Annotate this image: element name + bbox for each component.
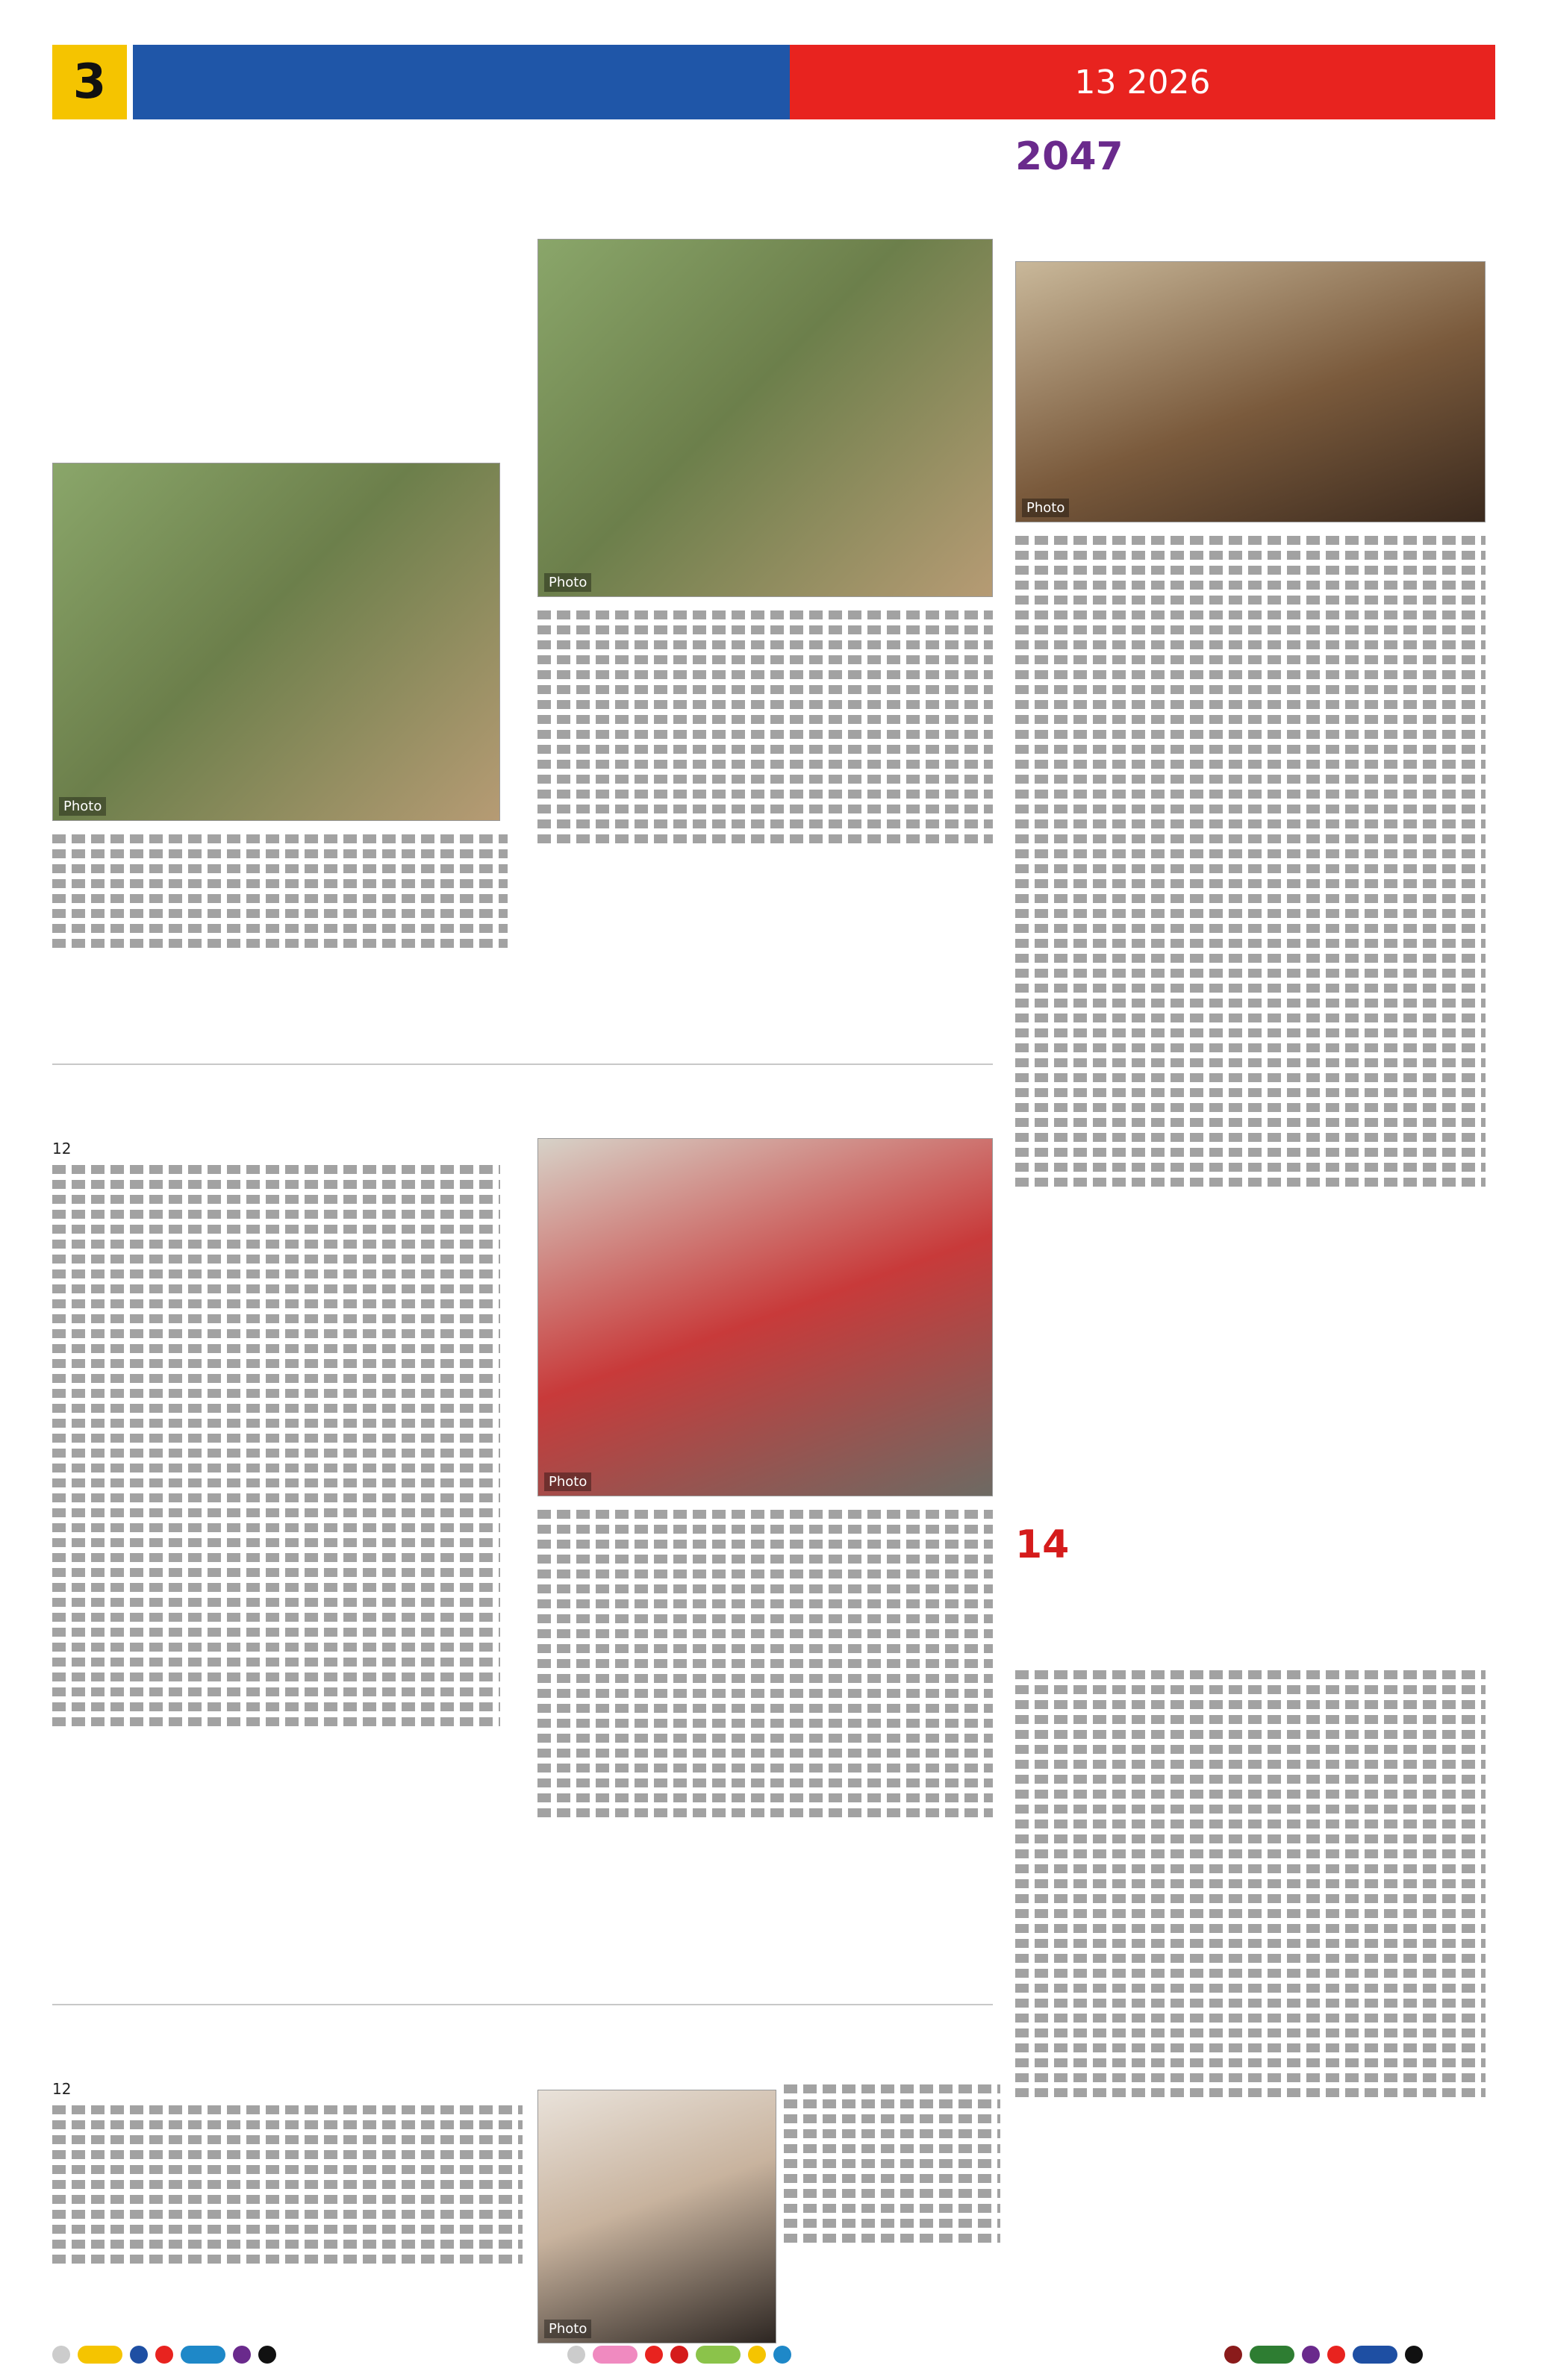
remand-headline	[1015, 1522, 1486, 1657]
footer-colour-swatch	[696, 2346, 741, 2364]
right-body	[1015, 530, 1486, 1515]
footer-colour-bar-right	[1224, 2343, 1493, 2366]
footer-colour-swatch	[1405, 2346, 1423, 2364]
footer-colour-swatch	[567, 2346, 585, 2364]
labour-photo	[537, 1138, 993, 1496]
photo-caption: Photo	[1022, 499, 1069, 517]
tirupati-headline	[52, 2011, 993, 2071]
footer-colour-swatch	[233, 2346, 251, 2364]
photo-caption: Photo	[59, 797, 106, 816]
divider	[52, 1063, 993, 1065]
right-headline	[1015, 134, 1493, 254]
lead-photo-2	[52, 463, 500, 821]
date-day: 13	[1074, 63, 1117, 101]
footer-colour-swatch	[773, 2346, 791, 2364]
photo-caption: Photo	[544, 573, 591, 592]
footer-colour-swatch	[1224, 2346, 1242, 2364]
footer-colour-swatch	[593, 2346, 638, 2364]
footer-colour-swatch	[1327, 2346, 1345, 2364]
labour-body-col-1	[52, 1138, 500, 1996]
footer-colour-swatch	[52, 2346, 70, 2364]
footer-colour-bar-left	[52, 2343, 500, 2366]
labour-headline	[52, 1071, 993, 1131]
lead-subheads	[60, 224, 493, 463]
dateline-day: 12	[52, 2080, 72, 2098]
page-number: 3	[52, 45, 127, 119]
footer-colour-swatch	[181, 2346, 225, 2364]
footer-colour-bar-mid	[567, 2343, 985, 2366]
tirupati-body-col-2	[784, 2078, 1000, 2332]
footer-colour-swatch	[155, 2346, 173, 2364]
footer-colour-swatch	[78, 2346, 122, 2364]
lead-photo-1	[537, 239, 993, 597]
lead-body-col-2	[537, 605, 993, 1052]
tirupati-photo	[537, 2090, 776, 2343]
footer-colour-swatch	[748, 2346, 766, 2364]
lead-headline	[52, 134, 985, 209]
section-banner	[133, 45, 790, 119]
headline-number: 14	[1015, 1522, 1070, 1567]
footer-colour-swatch	[645, 2346, 663, 2364]
divider	[52, 2004, 993, 2005]
date-banner	[790, 45, 1495, 119]
footer-colour-swatch	[1302, 2346, 1320, 2364]
photo-caption: Photo	[544, 2320, 591, 2338]
date-year: 2026	[1126, 63, 1211, 101]
tirupati-body-col-1	[52, 2078, 523, 2332]
footer-colour-swatch	[130, 2346, 148, 2364]
footer-colour-swatch	[1250, 2346, 1294, 2364]
photo-caption: Photo	[544, 1472, 591, 1491]
dateline-day: 12	[52, 1140, 72, 1158]
footer-colour-swatch	[1353, 2346, 1397, 2364]
labour-body-col-2	[537, 1504, 993, 1996]
footer-colour-swatch	[670, 2346, 688, 2364]
remand-body	[1015, 1664, 1486, 2329]
headline-number: 2047	[1015, 134, 1123, 179]
right-photo	[1015, 261, 1486, 522]
lead-body-col-1	[52, 828, 508, 1052]
footer-colour-swatch	[258, 2346, 276, 2364]
